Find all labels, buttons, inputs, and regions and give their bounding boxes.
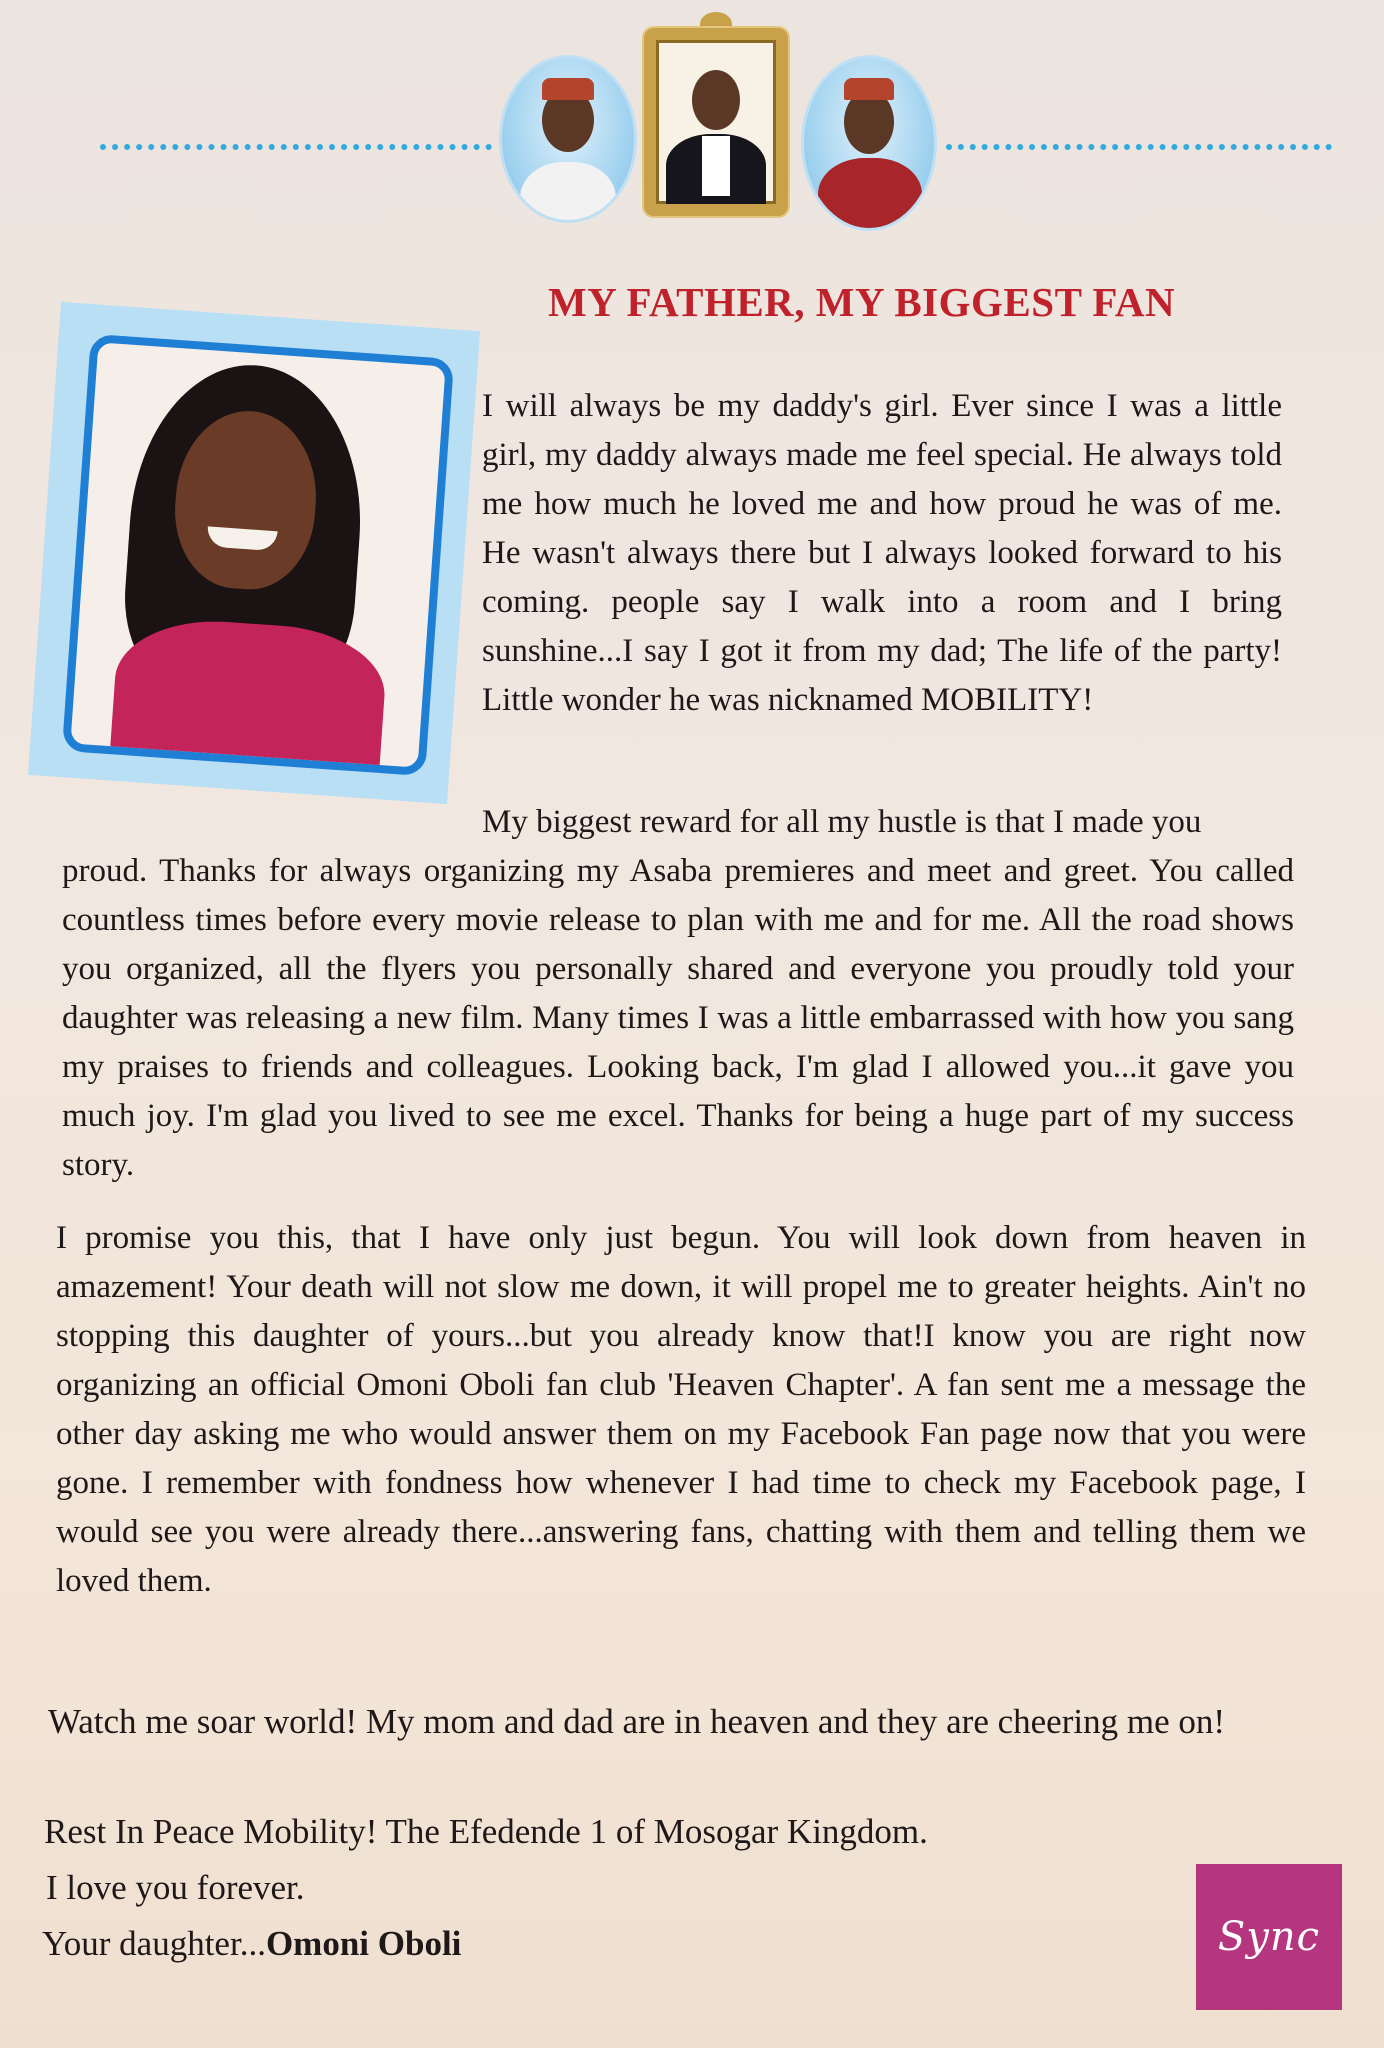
paragraph-promise: I promise you this, that I have only just begun. You will look down from heaven in amazement! Your death will not slow me down, it will propel me to greater heights. Ain't no stopping this daughter of yours...but you already know that!I know you are right now organizing an official Omoni Oboli fan club 'Heaven Chapter'. A fan sent me a message the other day asking me who would answer them on my Facebook Fan page now that you were gone. I remember with fondness how whenever I had time to check my Facebook page, I would see you were already there...answering fans, chatting with them and telling them we loved them. <box>56 1220 1306 1599</box>
sync-logo-text: Sync <box>1217 1914 1321 1960</box>
father-portrait-left <box>502 58 634 220</box>
rip-line: Rest In Peace Mobility! The Efedende 1 of Mosogar Kingdom. <box>44 1812 928 1851</box>
love-line: I love you forever. <box>46 1868 305 1907</box>
page-title: MY FATHER, MY BIGGEST FAN <box>548 279 1176 325</box>
paragraph-intro: I will always be my daddy's girl. Ever since I was a little girl, my daddy always made me feel special. He always told me how much he loved me and how proud he was of me. He wasn't always there but I always looked forward to his coming. people say I walk into a room and I bring sunshine...I say I got it from my dad; The life of the party! Little wonder he was nicknamed MOBILITY! <box>482 388 1282 718</box>
right-dotted-rule <box>946 144 1332 150</box>
paragraph-reward-lead: My biggest reward for all my hustle is that I made you <box>482 804 1202 840</box>
daughter-photo <box>62 334 454 776</box>
sync-logo <box>1196 1864 1342 2010</box>
paragraph-soar: Watch me soar world! My mom and dad are in heaven and they are cheering me on! <box>48 1702 1226 1741</box>
signature-name: Omoni Oboli <box>265 1924 462 1963</box>
father-portrait-center <box>644 28 788 216</box>
paragraph-reward <box>62 798 1294 1190</box>
father-portrait-right <box>804 58 934 228</box>
left-dotted-rule <box>100 144 492 150</box>
signature-line <box>42 1924 461 1964</box>
paragraph-reward-rest: proud. Thanks for always organizing my Asaba premieres and meet and greet. You called countless times before every movie release to plan with me and for me. All the road shows you organized, all the flyers you personally shared and everyone you proudly told your daughter was releasing a new film. Many times I was a little embarrassed with how you sang my praises to friends and colleagues. Looking back, I'm glad I allowed you...it gave you much joy. I'm glad you lived to see me excel. Thanks for being a huge part of my success story. <box>62 853 1294 1183</box>
signature-prefix: Your daughter... <box>42 1924 266 1963</box>
